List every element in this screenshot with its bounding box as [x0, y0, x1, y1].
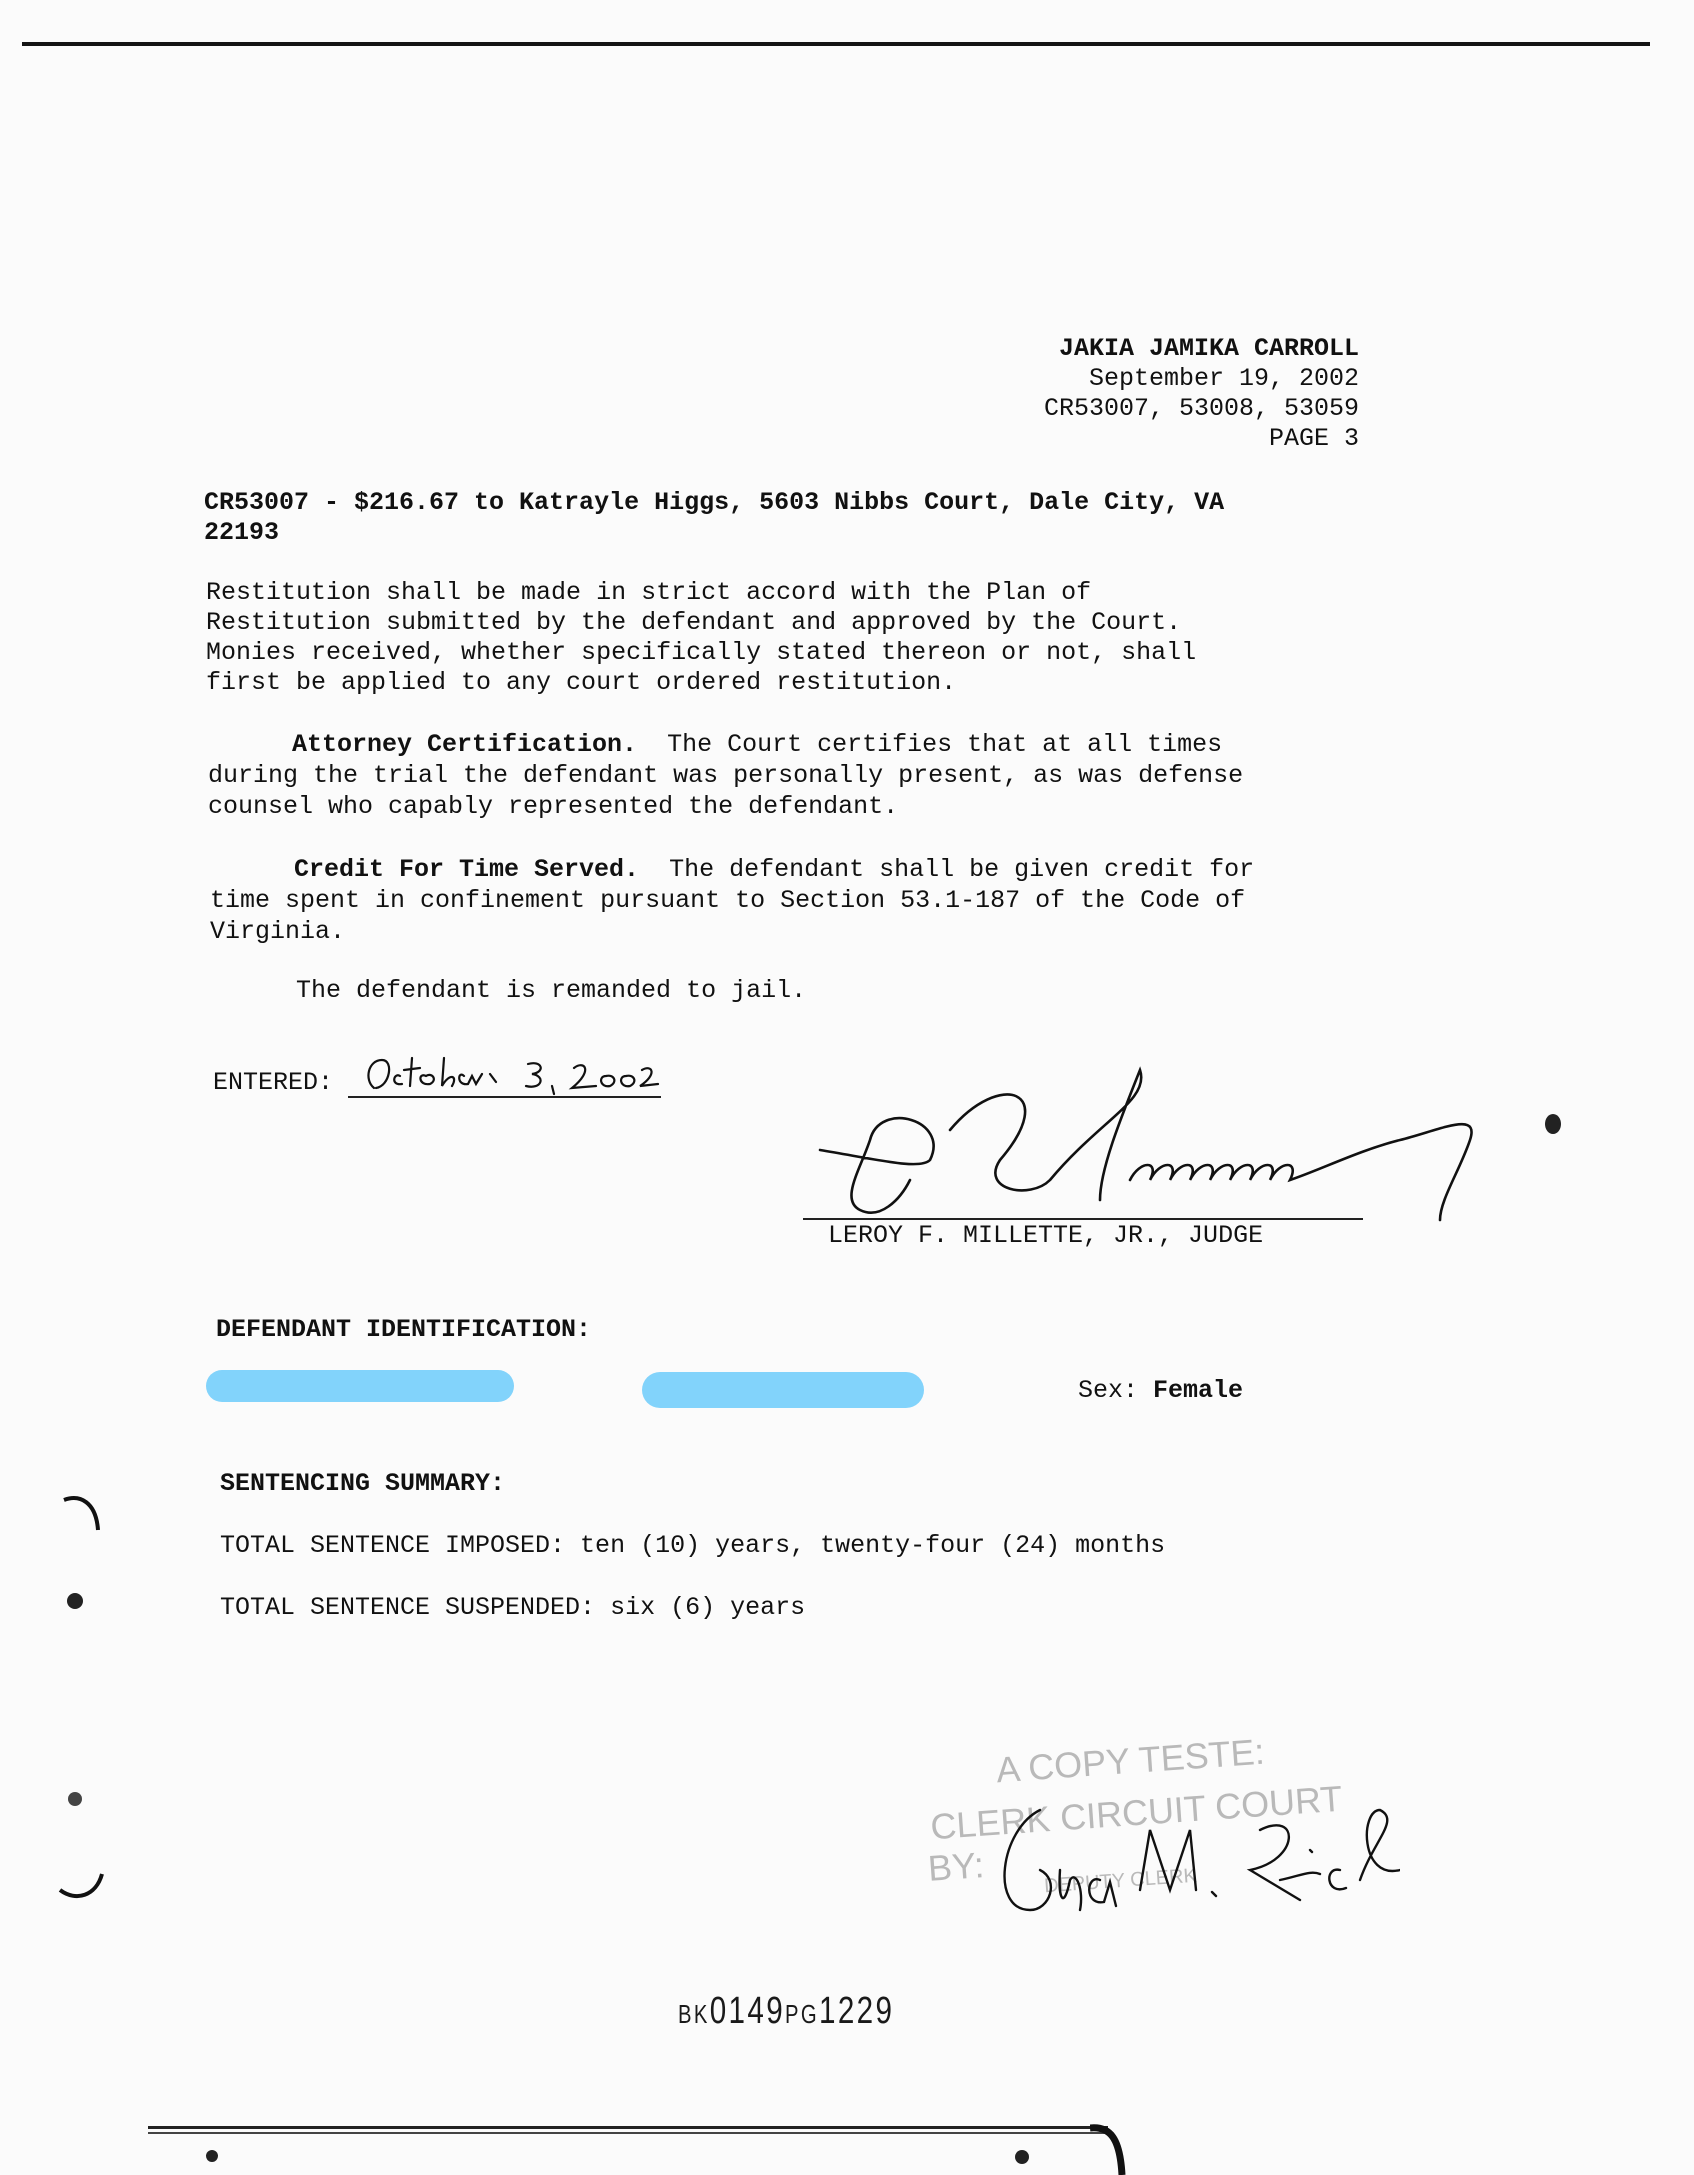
restitution-zip-line: 22193 — [204, 518, 280, 547]
attorney-certification-line1 — [292, 730, 1222, 760]
scan-artifact — [56, 1860, 116, 1910]
attorney-certification-text: The Court certifies that at all times — [637, 730, 1223, 759]
restitution-payee-line: CR53007 - $216.67 to Katrayle Higgs, 5603 Nibbs Court, Dale City, VA — [204, 488, 1225, 517]
punch-hole-mark — [1015, 2150, 1029, 2164]
page-number-ref: 1229 — [819, 1990, 895, 2032]
punch-hole-mark — [68, 1792, 82, 1806]
entered-label: ENTERED: — [213, 1068, 334, 1097]
judge-signature-line — [803, 1218, 1363, 1220]
sex-field — [1078, 1376, 1243, 1406]
order-date: September 19, 2002 — [1088, 364, 1359, 393]
bottom-border-line — [148, 2126, 1108, 2129]
defendant-identification-heading: DEFENDANT IDENTIFICATION: — [216, 1315, 592, 1344]
page-label: PG — [785, 1999, 820, 2029]
stamp-deputy-clerk: DEPUTY CLERK — [1043, 1864, 1198, 1898]
header-block — [1044, 334, 1359, 454]
top-border-line — [22, 42, 1650, 46]
credit-time-served-line3: Virginia. — [210, 917, 346, 946]
restitution-paragraph-line: Restitution submitted by the defendant and approved by the Court. — [206, 608, 1182, 637]
book-label: BK — [678, 1999, 710, 2029]
total-sentence-suspended: TOTAL SENTENCE SUSPENDED: six (6) years — [220, 1593, 806, 1622]
sex-value: Female — [1153, 1376, 1244, 1405]
credit-time-served-line2: time spent in confinement pursuant to Section 53.1-187 of the Code of — [210, 886, 1246, 915]
sentencing-summary-heading: SENTENCING SUMMARY: — [220, 1469, 506, 1498]
credit-time-served-line1 — [294, 855, 1254, 885]
case-numbers: CR53007, 53008, 53059 — [1043, 394, 1359, 423]
entered-handwritten-date — [360, 1050, 660, 1100]
redaction-bar — [206, 1370, 514, 1402]
judge-signature — [800, 1060, 1490, 1230]
restitution-paragraph-line: Monies received, whether specifically stated thereon or not, shall — [206, 638, 1197, 667]
total-sentence-imposed: TOTAL SENTENCE IMPOSED: ten (10) years, twenty-four (24) months — [220, 1531, 1166, 1560]
punch-hole-mark — [206, 2150, 218, 2162]
stamp-by: BY: — [926, 1844, 986, 1889]
punch-hole-mark — [67, 1593, 83, 1609]
credit-time-served-text: The defendant shall be given credit for — [639, 855, 1255, 884]
clerk-signature — [980, 1770, 1400, 1930]
attorney-certification-line2: during the trial the defendant was personally present, as was defense — [208, 761, 1244, 790]
book-number: 0149 — [709, 1990, 786, 2032]
book-page-reference — [678, 1990, 894, 2033]
stamp-copy-teste: A COPY TESTE: — [994, 1730, 1266, 1791]
remand-statement: The defendant is remanded to jail. — [296, 976, 807, 1005]
judge-name: LEROY F. MILLETTE, JR., JUDGE — [828, 1221, 1264, 1250]
scan-artifact — [60, 1490, 110, 1540]
restitution-paragraph-line: first be applied to any court ordered restitution. — [206, 668, 957, 697]
scan-artifact — [1090, 2118, 1130, 2175]
stamp-clerk-circuit-court: CLERK CIRCUIT COURT — [929, 1777, 1344, 1848]
attorney-certification-line3: counsel who capably represented the defendant. — [208, 792, 899, 821]
page-number: PAGE 3 — [1268, 424, 1359, 453]
bottom-border-line — [148, 2132, 1108, 2134]
redaction-bar — [642, 1372, 924, 1408]
restitution-paragraph-line: Restitution shall be made in strict accord with the Plan of — [206, 578, 1092, 607]
punch-hole-mark — [1545, 1114, 1561, 1134]
defendant-name: JAKIA JAMIKA CARROLL — [1058, 334, 1359, 363]
attorney-certification-heading: Attorney Certification. — [292, 730, 638, 759]
credit-time-served-heading: Credit For Time Served. — [294, 855, 640, 884]
sex-label: Sex: — [1078, 1376, 1139, 1405]
